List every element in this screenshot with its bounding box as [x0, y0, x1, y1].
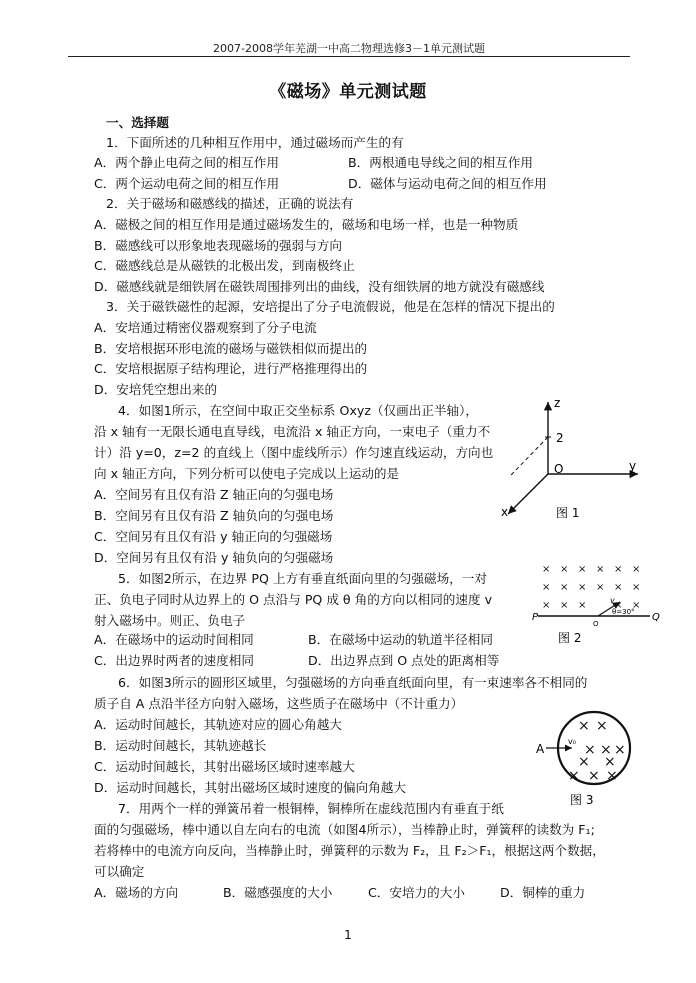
- figure-1-axes: [498, 392, 648, 527]
- q1-stem: 1．下面所述的几种相互作用中，通过磁场而产生的有: [106, 135, 404, 150]
- q2-stem: 2．关于磁场和磁感线的描述，正确的说法有: [106, 196, 354, 211]
- page-title: 《磁场》单元测试题: [269, 82, 427, 102]
- svg-text:×: ×: [596, 564, 605, 575]
- fig1-caption: 图 1: [556, 506, 580, 520]
- q5-line-1: 5．如图2所示，在边界 PQ 上方有垂直纸面向里的匀强磁场，一对: [118, 571, 487, 586]
- svg-text:×: ×: [542, 564, 551, 575]
- svg-text:×: ×: [604, 754, 616, 770]
- q4-line-4: 向 x 轴正方向，下列分析可以使电子完成以上运动的是: [94, 466, 400, 481]
- svg-text:×: ×: [560, 582, 569, 593]
- fig3-a-label: A: [536, 742, 545, 756]
- figure-3-circular-field: [532, 700, 640, 812]
- q7-line-4: 可以确定: [94, 864, 145, 879]
- q1-option-d: D．磁体与运动电荷之间的相互作用: [348, 176, 547, 191]
- svg-text:×: ×: [606, 768, 618, 784]
- svg-text:×: ×: [560, 600, 569, 611]
- q7-line-1: 7．用两个一样的弹簧吊着一根铜棒，铜棒所在虚线范围内有垂直于纸: [118, 801, 504, 816]
- q7-option-a: A．磁场的方向: [94, 885, 179, 900]
- q7-option-b: B．磁感强度的大小: [223, 885, 333, 900]
- q6-option-d: D．运动时间越长，其射出磁场区域时速度的偏向角越大: [94, 780, 406, 795]
- fig3-v-label: v₀: [568, 737, 576, 746]
- q4-line-3: 计）沿 y=0，z=2 的直线上（图中虚线所示）作匀速直线运动，方向也: [94, 445, 494, 460]
- svg-text:×: ×: [596, 582, 605, 593]
- q5-option-d: D．出边界点到 O 点处的距离相等: [308, 653, 500, 668]
- svg-text:×: ×: [632, 582, 641, 593]
- section-heading: 一、选择题: [106, 115, 169, 130]
- svg-text:×: ×: [600, 742, 612, 758]
- q2-option-b: B．磁感线可以形象地表现磁场的强弱与方向: [94, 238, 342, 253]
- svg-text:×: ×: [614, 742, 626, 758]
- svg-text:×: ×: [542, 600, 551, 611]
- q5-line-2: 正、负电子同时从边界上的 O 点沿与 PQ 成 θ 角的方向以相同的速度 v: [94, 592, 493, 607]
- fig1-x-label: x: [501, 505, 509, 519]
- svg-text:×: ×: [542, 582, 551, 593]
- fig1-y-label: y: [629, 459, 637, 473]
- q5-option-c: C．出边界时两者的速度相同: [94, 653, 254, 668]
- fig1-origin-label: O: [554, 462, 564, 476]
- svg-text:×: ×: [578, 718, 590, 734]
- q7-line-3: 若将棒中的电流方向反向，当棒静止时，弹簧秤的示数为 F₂，且 F₂＞F₁，根据这两个数据，: [94, 843, 605, 858]
- svg-text:×: ×: [632, 564, 641, 575]
- figure-2-magnetic-field: [530, 558, 660, 650]
- fig2-field-crosses: [542, 564, 640, 611]
- page-number: 1: [344, 928, 352, 942]
- q5-option-a: A．在磁场中的运动时间相同: [94, 632, 254, 647]
- fig2-v-label: v: [610, 596, 615, 605]
- fig2-p-label: P: [532, 612, 539, 623]
- svg-text:×: ×: [588, 768, 600, 784]
- svg-text:×: ×: [614, 564, 623, 575]
- q6-line-2: 质子自 A 点沿半径方向射入磁场，这些质子在磁场中（不计重力）: [94, 696, 464, 711]
- fig3-field-crosses: [568, 718, 626, 784]
- q3-option-d: D．安培凭空想出来的: [94, 382, 218, 397]
- svg-text:×: ×: [584, 742, 596, 758]
- q1-option-a: A．两个静止电荷之间的相互作用: [94, 155, 279, 170]
- q1-option-b: B．两根通电导线之间的相互作用: [348, 155, 533, 170]
- fig2-caption: 图 2: [558, 631, 582, 645]
- svg-text:×: ×: [568, 768, 580, 784]
- svg-text:×: ×: [578, 582, 587, 593]
- q7-option-d: D．铜棒的重力: [500, 885, 586, 900]
- q3-option-b: B．安培根据环形电流的磁场与磁铁相似而提出的: [94, 341, 368, 356]
- svg-text:×: ×: [560, 564, 569, 575]
- fig2-q-label: Q: [652, 612, 660, 623]
- fig2-o-label: O: [593, 620, 599, 628]
- q6-line-1: 6．如图3所示的圆形区域里，匀强磁场的方向垂直纸面向里，有一束速率各不相同的: [118, 675, 588, 690]
- q6-option-b: B．运动时间越长，其轨迹越长: [94, 738, 267, 753]
- svg-text:×: ×: [632, 600, 641, 611]
- q3-option-a: A．安培通过精密仪器观察到了分子电流: [94, 320, 317, 335]
- q2-option-a: A．磁极之间的相互作用是通过磁场发生的，磁场和电场一样，也是一种物质: [94, 217, 519, 232]
- q1-option-c: C．两个运动电荷之间的相互作用: [94, 176, 280, 191]
- q4-option-b: B．空间另有且仅有沿 Z 轴负向的匀强电场: [94, 508, 334, 523]
- fig2-theta-label: θ=30°: [612, 608, 635, 616]
- q5-line-3: 射入磁场中。则正、负电子: [94, 613, 246, 628]
- svg-text:×: ×: [578, 754, 590, 770]
- svg-text:×: ×: [578, 600, 587, 611]
- fig1-z-label: z: [554, 396, 561, 410]
- q6-option-c: C．运动时间越长，其射出磁场区域时速率越大: [94, 759, 355, 774]
- q4-line-1: 4．如图1所示，在空间中取正交坐标系 Oxyz（仅画出正半轴），: [118, 403, 479, 418]
- svg-text:×: ×: [596, 718, 608, 734]
- page-header: 2007-2008学年芜湖一中高二物理选修3－1单元测试题: [213, 42, 485, 55]
- q4-option-c: C．空间另有且仅有沿 y 轴正向的匀强磁场: [94, 529, 333, 544]
- fig3-caption: 图 3: [570, 793, 594, 807]
- q3-option-c: C．安培根据原子结构理论，进行严格推理得出的: [94, 361, 368, 376]
- svg-text:×: ×: [614, 600, 623, 611]
- q4-option-d: D．空间另有且仅有沿 y 轴负向的匀强磁场: [94, 550, 334, 565]
- q5-option-b: B．在磁场中运动的轨道半径相同: [308, 632, 493, 647]
- q4-line-2: 沿 x 轴有一无限长通电直导线，电流沿 x 轴正方向，一束电子（重力不: [94, 424, 491, 439]
- q4-option-a: A．空间另有且仅有沿 Z 轴正向的匀强电场: [94, 487, 334, 502]
- q2-option-c: C．磁感线总是从磁铁的北极出发，到南极终止: [94, 258, 355, 273]
- header-rule: [68, 56, 630, 57]
- q7-line-2: 面的匀强磁场，棒中通以自左向右的电流（如图4所示），当棒静止时，弹簧秤的读数为 F₁;: [94, 822, 595, 837]
- q6-option-a: A．运动时间越长，其轨迹对应的圆心角越大: [94, 717, 342, 732]
- q3-stem: 3．关于磁铁磁性的起源，安培提出了分子电流假说，他是在怎样的情况下提出的: [106, 299, 555, 314]
- svg-text:×: ×: [614, 582, 623, 593]
- q7-option-c: C．安培力的大小: [368, 885, 465, 900]
- svg-text:×: ×: [578, 564, 587, 575]
- q2-option-d: D．磁感线就是细铁屑在磁铁周围排列出的曲线，没有细铁屑的地方就没有磁感线: [94, 279, 545, 294]
- fig1-two-label: 2: [556, 431, 564, 445]
